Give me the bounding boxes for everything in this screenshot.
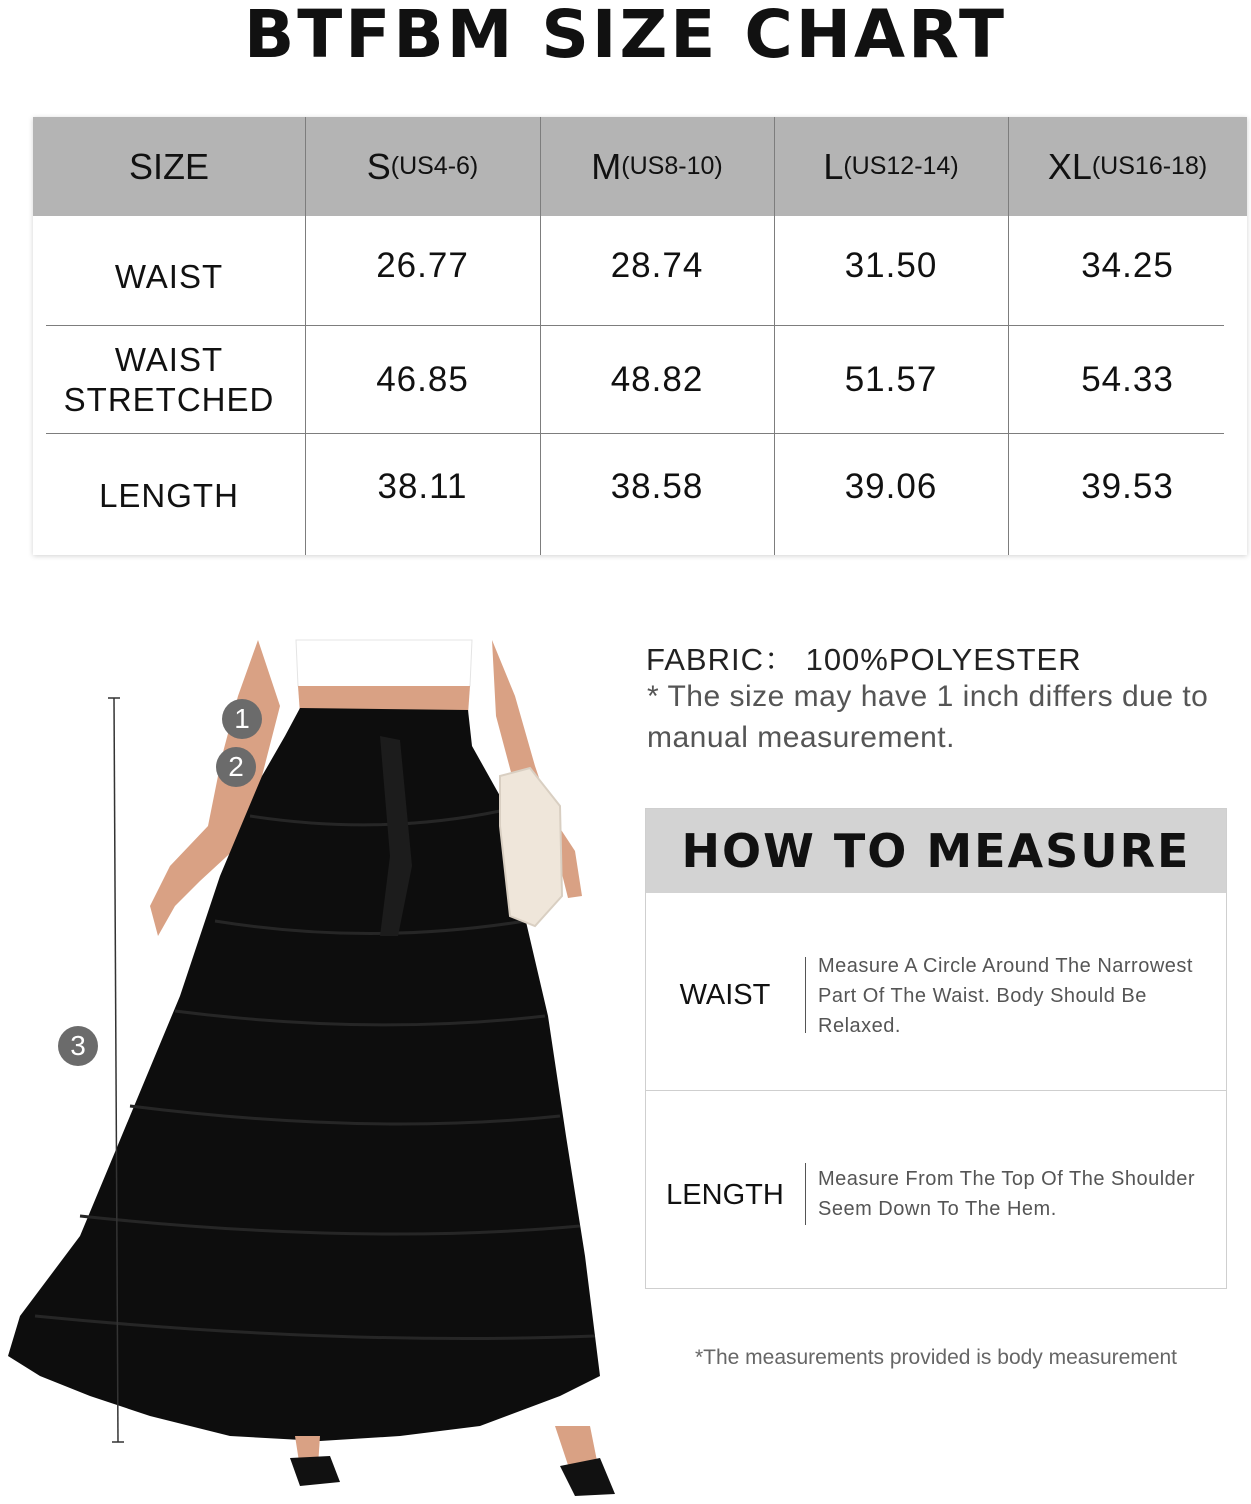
table-cell: 38.58 <box>610 467 704 506</box>
size-name: S <box>366 145 391 187</box>
row-label-line: STRETCHED <box>63 380 275 418</box>
row-label <box>33 325 305 434</box>
table-row-length <box>33 434 1247 555</box>
size-name: XL <box>1047 145 1092 187</box>
skirt-model-photo <box>0 636 640 1500</box>
column-divider <box>540 117 541 555</box>
table-cell: 38.11 <box>377 467 468 506</box>
table-cell: 26.77 <box>376 246 469 285</box>
fabric-info: FABRIC： 100%POLYESTER <box>646 642 1082 677</box>
size-us-range: (US16-18) <box>1091 152 1208 180</box>
header-size-s <box>305 117 540 216</box>
table-cell: 39.06 <box>844 467 938 506</box>
table-cell: 34.25 <box>1081 246 1174 285</box>
column-divider <box>774 117 775 555</box>
table-row-waist <box>33 216 1247 325</box>
how-to-measure-title: HOW TO MEASURE <box>646 809 1226 893</box>
column-divider <box>1008 117 1009 555</box>
measure-item-divider <box>805 957 806 1033</box>
size-note: * The size may have 1 inch differs due to manual measurement. <box>647 680 1209 754</box>
table-cell: 48.82 <box>610 359 704 399</box>
size-us-range: (US12-14) <box>843 152 959 180</box>
measure-item-divider <box>805 1163 806 1225</box>
table-row-waist-stretched <box>33 325 1247 434</box>
size-us-range: (US8-10) <box>621 152 723 180</box>
header-size-m <box>540 117 774 216</box>
measure-item-description: Measure From The Top Of The Shoulder Seem Down To The Hem. <box>818 1168 1196 1220</box>
body-measurement-footnote: *The measurements provided is body measurement <box>694 1346 1178 1369</box>
measure-marker-3: 3 <box>58 1026 98 1066</box>
row-label: WAIST <box>114 257 224 295</box>
table-cell: 46.85 <box>376 359 469 399</box>
table-header-row <box>33 117 1247 216</box>
row-divider <box>46 433 1224 434</box>
measure-item-waist <box>646 893 1226 1090</box>
handbag-shape <box>500 768 562 926</box>
measure-item-length <box>646 1091 1226 1289</box>
measure-marker-2: 2 <box>216 747 256 787</box>
size-chart-table <box>33 117 1247 555</box>
row-label: LENGTH <box>99 476 239 514</box>
header-size-xl <box>1008 117 1247 216</box>
how-to-measure-panel <box>645 808 1227 1289</box>
table-cell: 31.50 <box>844 246 938 285</box>
measure-item-description: Measure A Circle Around The Narrowest Part Of The Waist. Body Should Be Relaxed. <box>818 955 1193 1037</box>
header-size-label: SIZE <box>128 145 209 187</box>
size-name: L <box>823 145 844 187</box>
column-divider <box>305 117 306 555</box>
left-shoe-shape <box>290 1456 340 1486</box>
table-cell: 39.53 <box>1081 467 1174 506</box>
row-label-line: WAIST <box>114 340 224 378</box>
measure-marker-1: 1 <box>222 699 262 739</box>
table-cell: 51.57 <box>844 359 938 399</box>
page-title: BTFBM SIZE CHART <box>243 0 1007 73</box>
table-cell: 54.33 <box>1081 359 1174 399</box>
size-name: M <box>591 145 622 187</box>
skirt-model-illustration <box>0 636 640 1500</box>
measure-item-label: WAIST <box>679 979 771 1011</box>
header-size-l <box>774 117 1008 216</box>
row-divider <box>46 325 1224 326</box>
measure-item-label: LENGTH <box>666 1179 784 1211</box>
size-us-range: (US4-6) <box>390 152 479 180</box>
table-cell: 28.74 <box>610 246 704 285</box>
